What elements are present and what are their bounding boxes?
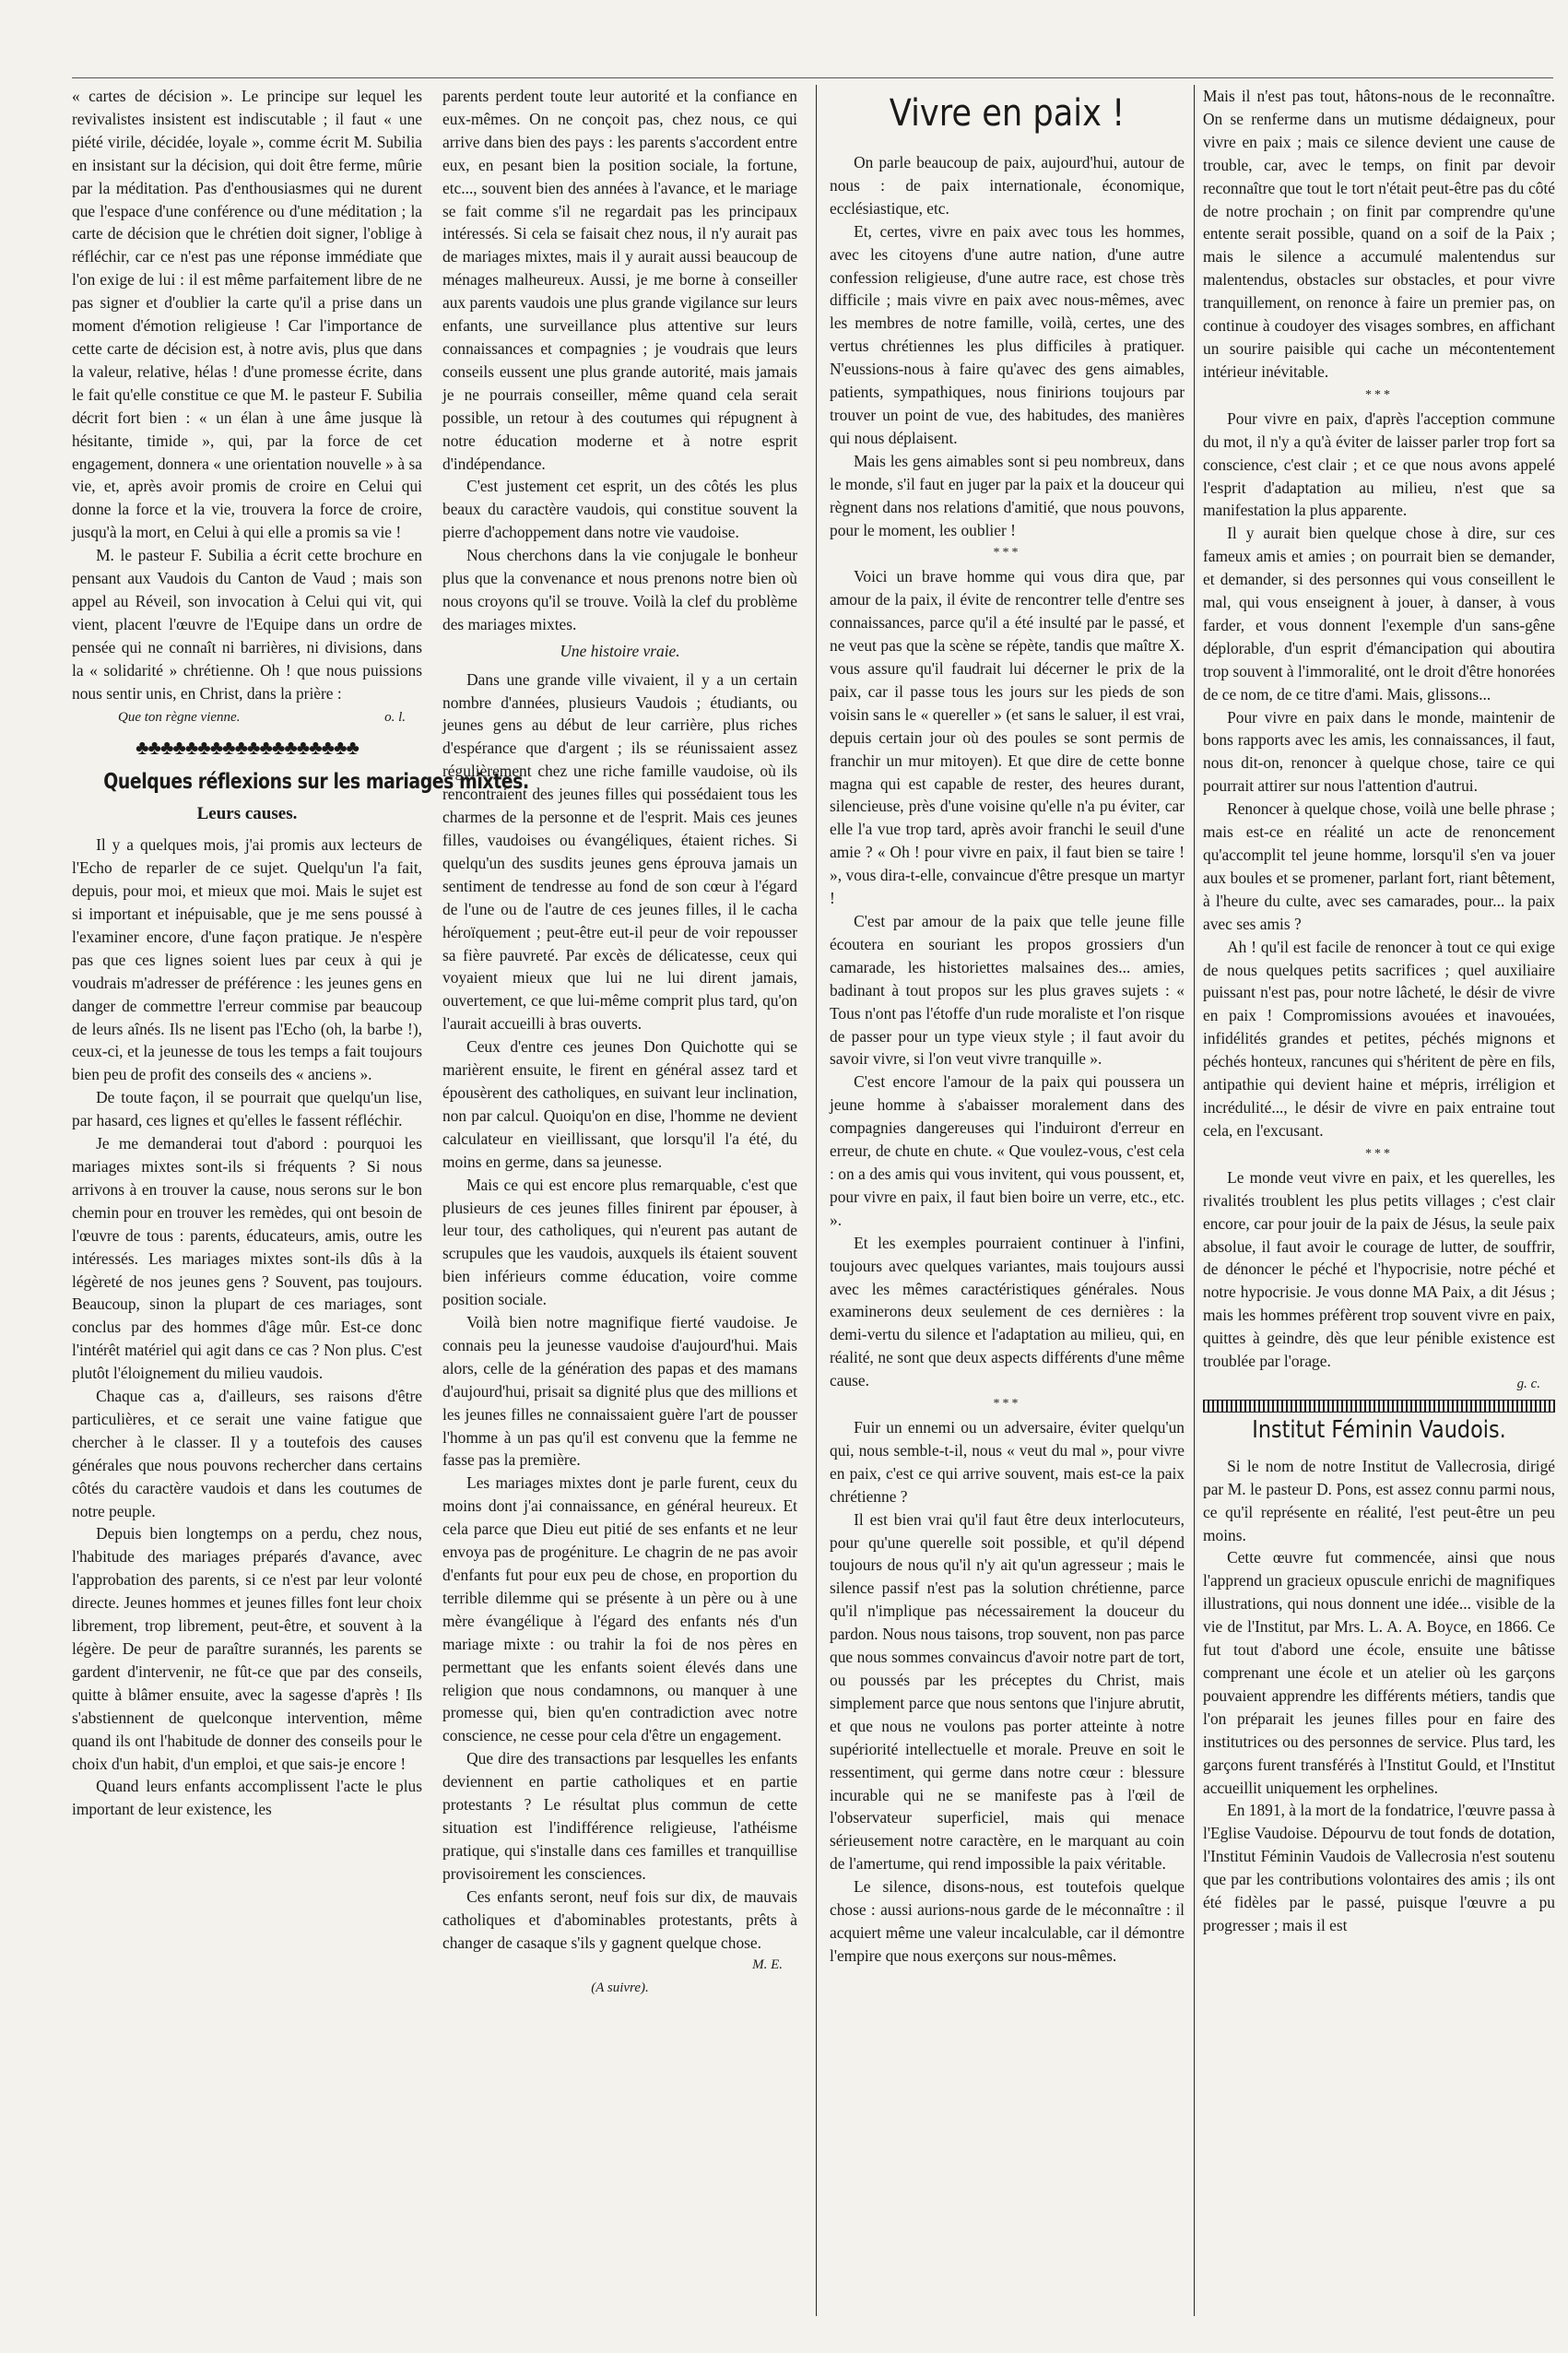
signature-line bbox=[72, 704, 422, 729]
top-rule bbox=[72, 77, 1553, 78]
article-heading: Institut Féminin Vaudois. bbox=[1252, 1415, 1506, 1444]
author-initials: o. l. bbox=[384, 710, 406, 726]
paragraph: Mais les gens aimables sont si peu nombreux, dans le monde, s'il faut en juger par la paix et la douceur qui règnent dans nos relations d'amitié, que nous pouvons, pour le moment, les oublier ! bbox=[830, 451, 1185, 539]
section-stars: *** bbox=[1365, 387, 1393, 402]
paragraph: Pour vivre en paix, d'après l'acception commune du mot, il n'y a qu'à éviter de laisser parler trop fort sa conscience, c'est clair ; et ce que nous avons appelé l'esprit d'adaptation au milieu, n'est que sa manifestation la plus apparente. bbox=[1203, 408, 1555, 520]
paragraph: Il est bien vrai qu'il faut être deux interlocuteurs, pour qu'une querelle soit possible, et qu'il dépend toujours de nous qu'il n'y ait qu'un agresseur ; mais le silence passif n'est pas la solution chrétienne, parce qu'il n'implique pas nécessairement la douceur du pardon. Nous nous taisons, trop souvent, non pas parce que nous sommes convaincus d'avoir notre part de tort, ou poussés par les préceptes du Christ, mais simplement parce que nous sentons que l'injure abrutit, et que nous ne voulons pas porter atteinte à notre supériorité intellectuelle et morale. Preuve en soit le ressentiment, qui germe dans notre cœur : blessure incurable qui ne se manifeste pas à l'œil de l'observateur superficiel, mais qui menace sérieusement notre caractère, en le marquant au coin de l'amertume, qui rend impossible la paix véritable. bbox=[830, 1509, 1185, 1874]
paragraph: Et, certes, vivre en paix avec tous les hommes, avec les citoyens d'une autre nation, d'une autre confession religieuse, d'une autre race, est chose très difficile ; mais vivre en paix avec nous-mêmes, avec les membres de notre famille, voilà, certes, une des vertus chrétiennes les plus difficiles à pratiquer. N'eussions-nous à faire qu'avec des gens aimables, patients, sympathiques, nous finirions toujours par trouver un point de vue, des habitudes, des manières qui nous déplaisent. bbox=[830, 221, 1185, 447]
paragraph: Voici un brave homme qui vous dira que, par amour de la paix, il évite de rencontrer telle d'entre ses connaissances, parce qu'il a été insulté par le passé, et ne veut pas que la scène se répète, tandis que maître X. vous assure qu'il faudrait lui décerner le prix de la paix, car il passe tous les jours sur les pieds de son voisin sans le « quereller » (et sans le saluer, il est vrai, depuis certain jour où des poules se sont permis de franchir un mur mitoyen). Et que dire de cette bonne magna qui est capable de rester, des heures durant, silencieuse, près d'une voisine qu'elle n'a pu éviter, car elle l'a vue trop tard, après avoir franchi le seuil d'une amie ? « Oh ! pour vivre en paix, il faut bien se taire ! », vous dira-t-elle, convaincue d'être presque un martyr ! bbox=[830, 567, 1185, 908]
article-title: Vivre en paix ! bbox=[889, 92, 1126, 135]
to-be-continued: (A suivre). bbox=[591, 1981, 649, 1996]
ornament-divider: ♣♣♣♣♣♣♣♣♣♣♣♣♣♣♣♣♣♣ bbox=[136, 736, 359, 760]
author-initials: M. E. bbox=[752, 1957, 783, 1973]
paragraph: Je me demanderai tout d'abord : pourquoi les mariages mixtes sont-ils si fréquents ? Si nous arrivons à en trouver la cause, nous serons sur le bon chemin pour en trouver les remèdes, qui ont besoin de l'œuvre de tous : parents, éducateurs, amis, outre les intéressés. Les mariages mixtes sont-ils dûs à la légèreté de nos jeunes gens ? Souvent, pas toujours. Beaucoup, sinon la plupart de ces mariages, sont conclus par des hommes d'âge mûr. Est-ce donc l'intérêt matériel qui agit dans ce cas ? Non plus. C'est plutôt l'éloignement du milieu vaudois. bbox=[72, 1134, 422, 1383]
paragraph: C'est encore l'amour de la paix qui poussera un jeune homme à s'abaisser moralement dans des compagnies dangereuses qui l'induiront d'erreur en erreur, de chute en chute. « Que voulez-vous, c'est cela : on a des amis qui vous invitent, qui vous poussent, et, pour vivre en paix, il faut bien boire un verre, etc., etc. ». bbox=[830, 1072, 1185, 1229]
paragraph: Depuis bien longtemps on a perdu, chez nous, l'habitude des mariages préparés d'avance, avec l'approbation des parents, si ce n'est par leur volonté directe. Jeunes hommes et jeunes filles font leur choix librement, trop librement, peut-être, et souvent à la légère. De peur de paraître surannés, les parents se gardent d'intervenir, ne fût-ce que par des conseils, quitte à blâmer ensuite, avec la sagesse d'après ! Ils s'abstiennent de quelconque intervention, même quand ils ont l'habitude de donner des conseils pour le choix d'un habit, d'un emploi, et que sais-je encore ! bbox=[72, 1524, 422, 1773]
paragraph: Que dire des transactions par lesquelles les enfants deviennent en partie catholiques et en partie protestants ? Le résultat plus commun de cette situation est l'indifférence religieuse, l'athéisme pratique, qui s'installe dans ces familles et tranquillise provisoirement les consciences. bbox=[442, 1749, 797, 1883]
column-rule bbox=[1194, 85, 1195, 2316]
paragraph: Si le nom de notre Institut de Vallecrosia, dirigé par M. le pasteur D. Pons, est assez connu parmi nous, ce qu'il représente en réalité, l'est peut-être un peu moins. bbox=[1203, 1456, 1555, 1544]
paragraph: Ah ! qu'il est facile de renoncer à tout ce qui exige de nous quelques petits sacrifices ; quel auxiliaire puissant n'est pas, pour notre lâcheté, le désir de vivre en paix ! Compromissions avouées et inavouées, infidélités grandes et petites, péchés mignons et péchés honteux, rancunes qui s'héritent de père en fils, antipathie qui devient haine et mépris, irréligion et incrédulité..., le désir de vivre en paix entraine tout cela, en l'excusant. bbox=[1203, 937, 1555, 1140]
paragraph: M. le pasteur F. Subilia a écrit cette brochure en pensant aux Vaudois du Canton de Vaud ; mais son appel au Réveil, son invocation à Celui qui vit, qui vient, placent l'œuvre de l'Equipe dans un ordre de pensée qui ne connaît ni barrières, ni divisions, dans la « solidarité » chrétienne. Oh ! que nous puissions nous sentir unis, en Christ, dans la prière : bbox=[72, 546, 422, 703]
paragraph: parents perdent toute leur autorité et la confiance en eux-mêmes. On ne conçoit pas, chez nous, ce qui arrive dans bien des pays : les parents s'accordent entre eux, en pesant bien la position sociale, la fortune, etc..., souvent bien des années à l'avance, et le mariage se fait comme s'il ne regardait pas les principaux intéressés. Si cela se faisait chez nous, il n'y aurait pas de mariages mixtes, mais il y aurait aussi beaucoup de ménages malheureux. Aussi, je me borne à conseiller aux parents vaudois une plus grande vigilance sur leurs enfants, une surveillance plus attentive sur leurs connaissances et compagnies ; je voudrais que leurs conseils eussent une plus grande autorité, mais jamais je ne pourrais conseiller, même quand cela serait possible, un retour à des coutumes qui répugnent à notre éducation moderne et à notre esprit d'indépendance. bbox=[442, 87, 797, 473]
ornament-divider bbox=[1203, 1400, 1555, 1413]
article-subheading: Leurs causes. bbox=[196, 804, 298, 824]
paragraph: Chaque cas a, d'ailleurs, ses raisons d'être particulières, et ce serait une vaine fatigue que chercher à le classer. Il y a toutefois des causes générales que nous pouvons rechercher dans certains côtés du caractère vaudois et dans les coutumes de notre peuple. bbox=[72, 1387, 422, 1520]
paragraph: Cette œuvre fut commencée, ainsi que nous l'apprend un gracieux opuscule enrichi de magnifiques illustrations, qui nous donnent une idée... visible de la vie de l'Institut, par Mrs. L. A. A. Boyce, en 1866. Ce fut tout d'abord une école, ensuite une bâtisse comprenant une école et un atelier où les garçons pouvaient apprendre les différents métiers, tandis que l'on préparait les jeunes filles pour en faire des institutrices ou des personnes de service. Plus tard, les garçons furent transférés à l'Institut Gould, et l'Institut accueillit uniquement les orphelines. bbox=[1203, 1548, 1555, 1797]
paragraph: Le silence, disons-nous, est toutefois quelque chose : aussi aurions-nous garde de le méconnaître : il acquiert même une valeur incalculable, car il démontre l'empire que nous exerçons sur nous-mêmes. bbox=[830, 1877, 1185, 1965]
paragraph: En 1891, à la mort de la fondatrice, l'œuvre passa à l'Eglise Vaudoise. Dépourvu de tout fonds de dotation, l'Institut Féminin Vaudois de Vallecrosia n'est soutenu que par les contributions volontaires des amis ; ils ont été fidèles par le passé, puisque l'œuvre a pu progresser ; mais il est bbox=[1203, 1801, 1555, 1934]
paragraph: C'est par amour de la paix que telle jeune fille écoutera en souriant les propos grossiers d'un camarade, les historiettes malsaines des... amies, badinant à tout propos sur les plus graves sujets : « Tous n'ont pas l'étoffe d'un rude moraliste et l'on risque de passer pour un type vieux style ; il faut avoir du savoir vivre, si l'on veut vivre tranquille ». bbox=[830, 912, 1185, 1069]
paragraph: On parle beaucoup de paix, aujourd'hui, autour de nous : de paix internationale, économique, ecclésiastique, etc. bbox=[830, 153, 1185, 218]
paragraph: Voilà bien notre magnifique fierté vaudoise. Je connais peu la jeunesse vaudoise d'aujourd'hui. Mais alors, celle de la génération des papas et des mamans d'aujourd'hui, prisait sa dignité plus que des millions et les jeunes filles ne connaissaient guère l'art de pousser l'homme à un pas qu'il est convenu que la femme ne fasse pas la première. bbox=[442, 1313, 797, 1470]
paragraph: « cartes de décision ». Le principe sur lequel les revivalistes insistent est indiscutable ; il faut « une piété virile, décidée, loyale », comme écrit M. Subilia en insistant sur la décision, qui doit être ferme, mûrie par la méditation. Pas d'enthousiasmes qui ne durent que l'espace d'une conférence ou d'une méditation ; la carte de décision que le chrétien doit signer, l'oblige à réfléchir, car ce n'est pas une réponse immédiate que l'on exige de lui : il est même parfaitement libre de ne pas signer et d'oublier la carte qu'il a prise dans un moment d'émotion religieuse ! Car l'importance de cette carte de décision est, à notre avis, plus que dans la valeur, relative, hélas ! d'une promesse écrite, dans le fait qu'elle constitue ce que M. le pasteur F. Subilia décrit fort bien : « un élan à une âme jusque là hésitante, timide », qui, par la force de cet engagement, donnera « une orientation nouvelle » à sa vie, et, après avoir promis de croire en Celui qui donne la force et la vie, trouvera la force de croire, jusqu'à la mort, en Celui à qui elle a promis sa vie ! bbox=[72, 87, 422, 542]
closing-quote: Que ton règne vienne. bbox=[118, 710, 241, 726]
paragraph: Nous cherchons dans la vie conjugale le bonheur plus que la convenance et nous prenons notre bien où nous croyons qu'il se trouve. Voilà la clef du problème des mariages mixtes. bbox=[442, 546, 797, 633]
paragraph: Pour vivre en paix dans le monde, maintenir de bons rapports avec les amis, les connaissances, il faut, nous dit-on, renoncer à quelque chose, taire ce qui pourrait attirer sur nous l'attention d'autrui. bbox=[1203, 707, 1555, 796]
paragraph: De toute façon, il se pourrait que quelqu'un lise, par hasard, ces lignes et qu'elles le fassent réfléchir. bbox=[72, 1088, 422, 1130]
article-heading: Quelques réflexions sur les mariages mixtes. bbox=[103, 770, 529, 795]
author-initials: g. c. bbox=[1516, 1376, 1540, 1391]
paragraph: Renoncer à quelque chose, voilà une belle phrase ; mais est-ce en réalité un acte de renoncement qu'accomplit tel jeune homme, lorsqu'il s'en va jouer aux boules et se promener, parlant fort, riant bêtement, à l'heure du culte, avec ses camarades, pour... la paix avec ses amis ? bbox=[1203, 799, 1555, 933]
paragraph: Il y aurait bien quelque chose à dire, sur ces fameux amis et amies ; on pourrait bien se demander, et demander, si des personnes qui vous conseillent le mal, qui vous enseignent à jouer, à danser, à vous farder, et vous donnent l'exemple d'un sans-gêne déplorable, d'un esprit d'émancipation qui aboutira trop souvent à l'immoralité, ont le droit d'être honorées de ce nom, de ce titre d'ami. Mais, glissons... bbox=[1203, 524, 1555, 704]
column-4 bbox=[1203, 85, 1555, 2316]
column-3 bbox=[830, 85, 1185, 2316]
paragraph: Ces enfants seront, neuf fois sur dix, de mauvais catholiques et d'abominables protestants, prêts à changer de casaque s'ils y gagnent quelque chose. bbox=[442, 1886, 797, 1952]
paragraph: Et les exemples pourraient continuer à l'infini, toujours avec quelques variantes, mais toujours aussi avec les mêmes caractéristiques générales. Nous examinerons deux seulement de ces dernières : la demi-vertu du silence et l'adaptation au milieu, qui, en réalité, ne sont que deux aspects différents d'une même cause. bbox=[830, 1233, 1185, 1390]
column-1 bbox=[72, 85, 529, 2316]
paragraph: Le monde veut vivre en paix, et les querelles, les rivalités troublent les plus petits villages ; c'est clair encore, car pour jouir de la paix de Jésus, la seule paix absolue, il faut avoir le courage de lutter, de souffrir, de dénoncer le péché et l'hypocrisie, notre péché et notre hypocrisie. Je vous donne MA Paix, a dit Jésus ; mais les hommes préfèrent trop souvent vivre en paix, quittes à geindre, dès que leur pénible existence est troublée par l'orage. bbox=[1203, 1167, 1555, 1371]
paragraph: Mais ce qui est encore plus remarquable, c'est que plusieurs de ces jeunes filles finirent par épouser, à leur tour, des catholiques, qui n'eurent pas autant de scrupules que les vaudois, auxquels ils étaient souvent bien inférieurs comme éducation, voire comme position sociale. bbox=[442, 1175, 797, 1309]
paragraph: Il y a quelques mois, j'ai promis aux lecteurs de l'Echo de reparler de ce sujet. Quelqu'un l'a fait, depuis, pour moi, et mieux que moi. Mais le sujet est si important et inépuisable, que je me sens poussé à l'examiner encore, d'une façon pratique. Je n'espère pas que ces lignes soient lues par ceux à qui je voudrais m'adresser de préférence : les jeunes gens en danger de commettre l'erreur commise par beaucoup de leurs aînés. Ils ne lisent pas l'Echo (oh, la barbe !), ceux-ci, et la jeunesse de tous les temps a fait toujours bien peu de profit des conseils des « anciens ». bbox=[72, 835, 422, 1084]
paragraph: Ceux d'entre ces jeunes Don Quichotte qui se marièrent ensuite, le firent en général assez tard et épousèrent des catholiques, en suivant leur inclination, non par calcul. Quoiqu'on en dise, l'homme ne devient calculateur en vieillissant, que lorsqu'il l'a été, du moins en germe, dans sa jeunesse. bbox=[442, 1037, 797, 1171]
paragraph: Les mariages mixtes dont je parle furent, ceux du moins dont j'ai connaissance, en général heureux. Et cela parce que Dieu eut pitié de ses enfants et ne leur envoya pas de progéniture. Le chagrin de ne pas avoir d'enfants fut pour eux peu de chose, en proportion du terrible dilemme qui se présente à un père ou à une mère évangélique à l'égard des enfants nés d'un mariage mixte : ou trahir la foi de nos pères en permettant que les enfants soient élevés dans une religion que nous condamnons, ou manquer à une promesse qui, bien qu'en contradiction avec notre conscience, ne cesse pour cela d'être un engagement. bbox=[442, 1473, 797, 1745]
paragraph: Dans une grande ville vivaient, il y a un certain nombre d'années, plusieurs Vaudois ; étudiants, ou jeunes gens au début de leur carrière, plus riches d'espérance que d'argent ; ils se réunissaient assez régulièrement chez une riche famille vaudoise, où ils rencontraient des jeunes filles qui possédaient tous les charmes de la personne et de l'esprit. Mais ces jeunes filles, vaudoises ou évangéliques, étaient riches. Si quelqu'un des susdits jeunes gens éprouva jamais un sentiment de tendresse au fond de son cœur à l'égard de l'une ou de l'autre de ces jeunes filles, il le cacha héroïquement ; peut-être eut-il peur de voir repousser sa fière pauvreté. Par excès de délicatesse, ceux qui voyaient mieux que lui ne lui dirent jamais, ouvertement, ce que lui-même comprit plus tard, qu'on l'aurait accueilli à bras ouverts. bbox=[442, 669, 797, 1034]
column-rule bbox=[816, 85, 817, 2316]
paragraph: Fuir un ennemi ou un adversaire, éviter quelqu'un qui, nous semble-t-il, nous « veut du mal », pour vivre en paix, c'est ce qui arrive souvent, mais est-ce la paix chrétienne ? bbox=[830, 1418, 1185, 1506]
section-stars: *** bbox=[993, 546, 1021, 561]
section-title: Une histoire vraie. bbox=[560, 641, 680, 660]
paragraph: Mais il n'est pas tout, hâtons-nous de le reconnaître. On se renferme dans un mutisme dédaigneux, pour vivre en paix ; mais ce silence devient une cause de trouble, car, avec le temps, on finit par devoir reconnaître que tout le tort n'était peut-être pas du côté de notre prochain ; on finit par comprendre qu'une entente serait possible, quand on a soif de la Paix ; mais le silence a accumulé malentendus sur malentendus, obstacles sur obstacles, et pour vivre tranquillement, on renonce à faire un premier pas, on continue à coudoyer des visages sombres, en affichant un sourire paisible qui cache un mécontentement intérieur inévitable. bbox=[1203, 87, 1555, 381]
section-stars: *** bbox=[1365, 1146, 1393, 1161]
column-2 bbox=[442, 85, 797, 2316]
paragraph: C'est justement cet esprit, un des côtés les plus beaux du caractère vaudois, qui constitue souvent la pierre d'achoppement dans notre vie vaudoise. bbox=[442, 477, 797, 542]
paragraph: Quand leurs enfants accomplissent l'acte le plus important de leur existence, les bbox=[72, 1777, 422, 1819]
section-stars: *** bbox=[993, 1397, 1021, 1412]
